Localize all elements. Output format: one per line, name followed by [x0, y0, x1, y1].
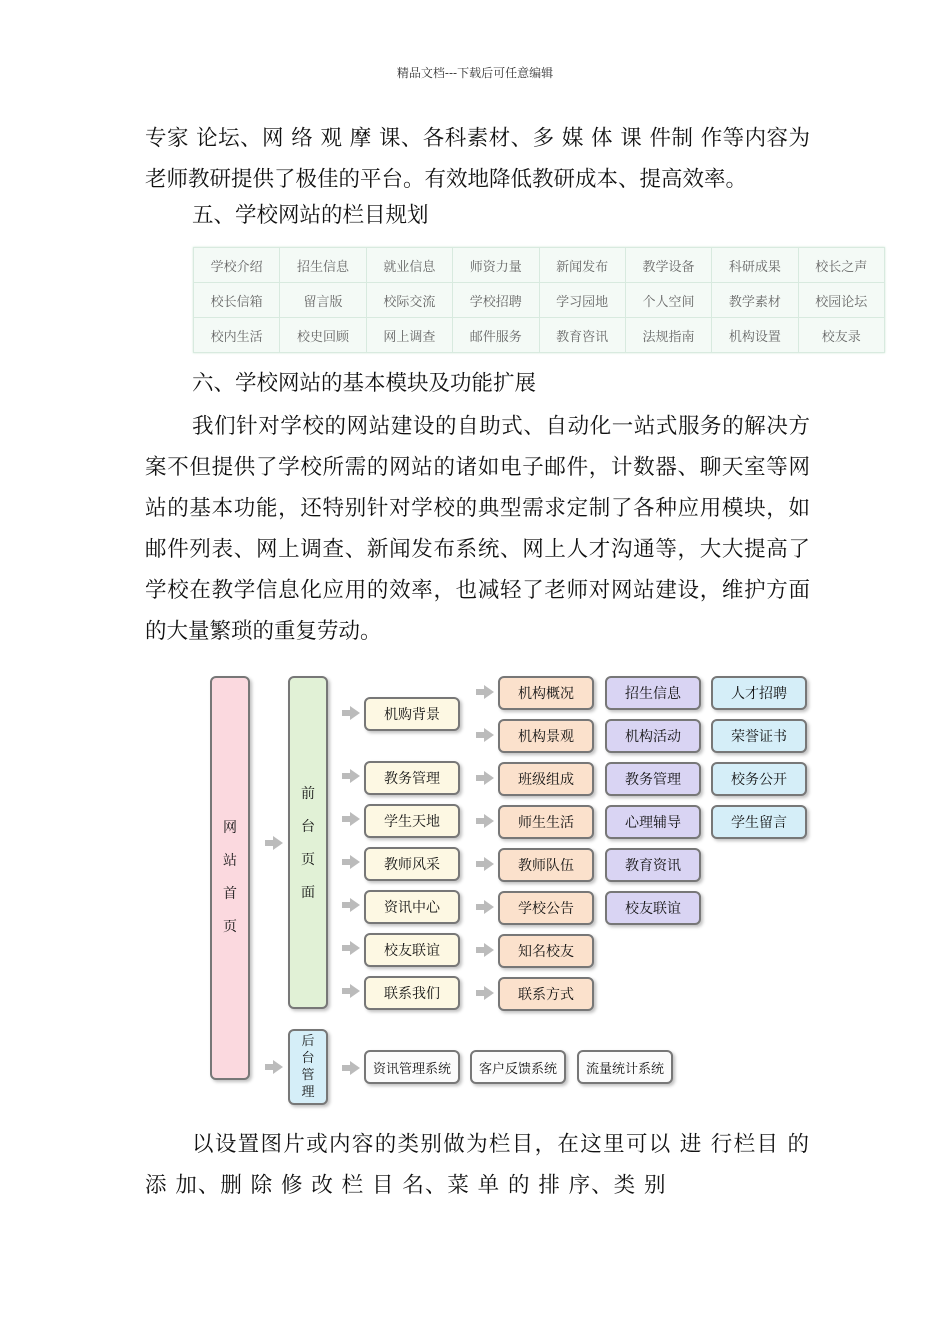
col-c-box: 人才招聘	[711, 676, 807, 710]
level1-box: 学生天地	[364, 804, 460, 838]
col-b-box: 教育资讯	[605, 848, 701, 882]
arrow-icon	[350, 1061, 360, 1075]
col-b-box: 校友联谊	[605, 891, 701, 925]
col-a-box: 机构景观	[498, 719, 594, 753]
col-b-box: 心理辅导	[605, 805, 701, 839]
arrow-icon	[484, 814, 494, 828]
section-6-title: 六、学校网站的基本模块及功能扩展	[192, 371, 537, 396]
level1-box: 资讯中心	[364, 890, 460, 924]
table-cell: 网上调查	[366, 318, 452, 353]
arrow-icon	[484, 728, 494, 742]
table-cell: 法规指南	[625, 318, 711, 353]
level1-box: 教师风采	[364, 847, 460, 881]
table-cell: 科研成果	[712, 248, 798, 283]
paragraph-1: 专家 论坛、网 络 观 摩 课、各科素材、多 媒 体 课 件制 作等内容为老师教研提供了极佳的平台。有效地降低教研成本、提高效率。	[145, 126, 810, 192]
table-cell: 邮件服务	[453, 318, 539, 353]
table-cell: 教育咨讯	[539, 318, 625, 353]
arrow-icon	[350, 898, 360, 912]
table-cell: 机构设置	[712, 318, 798, 353]
home-char: 网	[223, 820, 237, 836]
arrow-icon	[484, 771, 494, 785]
back-item-box: 资讯管理系统	[364, 1050, 460, 1084]
table-cell: 学习园地	[539, 283, 625, 318]
section-5-title: 五、学校网站的栏目规划	[192, 203, 429, 228]
arrow-icon	[484, 685, 494, 699]
paragraph-2: 我们针对学校的网站建设的自助式、自动化一站式服务的解决方案不但提供了学校所需的网站的诸如电子邮件，计数器、聊天室等网站的基本功能，还特别针对学校的典型需求定制了各种应用模块，如邮件列表、网上调查、新闻发布系统、网上人才沟通等，大大提高了学校在教学信息化应用的效率，也减轻了老师对网站建设，维护方面的大量繁琐的重复劳动。	[145, 414, 810, 644]
table-cell: 就业信息	[366, 248, 452, 283]
arrow-icon	[350, 706, 360, 720]
level1-box: 联系我们	[364, 976, 460, 1010]
front-char: 页	[301, 852, 315, 868]
home-box	[210, 676, 250, 1080]
table-cell: 校长之声	[798, 248, 884, 283]
arrow-icon	[350, 855, 360, 869]
col-a-box: 师生生活	[498, 805, 594, 839]
col-a-box: 机构概况	[498, 676, 594, 710]
table-cell: 校史回顾	[280, 318, 366, 353]
col-a-box: 知名校友	[498, 934, 594, 968]
col-b-box: 招生信息	[605, 676, 701, 710]
home-char: 首	[223, 886, 237, 902]
arrow-icon	[273, 836, 283, 850]
back-end-box	[288, 1029, 328, 1105]
category-table	[193, 247, 885, 353]
arrow-icon	[350, 812, 360, 826]
arrow-icon	[484, 986, 494, 1000]
table-row	[194, 318, 885, 353]
arrow-icon	[484, 943, 494, 957]
col-a-box: 班级组成	[498, 762, 594, 796]
arrow-icon	[273, 1060, 283, 1074]
arrow-icon	[484, 857, 494, 871]
table-cell: 校内生活	[194, 318, 280, 353]
home-char: 页	[223, 919, 237, 935]
table-cell: 校园论坛	[798, 283, 884, 318]
arrow-icon	[350, 769, 360, 783]
table-cell: 校长信箱	[194, 283, 280, 318]
arrow-icon	[484, 900, 494, 914]
back-item-box: 流量统计系统	[577, 1050, 673, 1084]
site-structure-diagram	[200, 670, 820, 1115]
col-a-box: 学校公告	[498, 891, 594, 925]
table-cell: 教学素材	[712, 283, 798, 318]
col-c-box: 校务公开	[711, 762, 807, 796]
home-char: 站	[223, 853, 237, 869]
arrow-icon	[350, 984, 360, 998]
table-cell: 校际交流	[366, 283, 452, 318]
table-cell: 新闻发布	[539, 248, 625, 283]
front-char: 面	[301, 885, 315, 901]
back-char: 后	[301, 1034, 315, 1049]
table-row	[194, 283, 885, 318]
table-cell: 留言版	[280, 283, 366, 318]
table-cell: 个人空间	[625, 283, 711, 318]
level1-box: 教务管理	[364, 761, 460, 795]
table-row	[194, 248, 885, 283]
level1-box: 校友联谊	[364, 933, 460, 967]
back-item-box: 客户反馈系统	[470, 1050, 566, 1084]
level1-box: 机购背景	[364, 697, 460, 731]
back-char: 理	[301, 1085, 315, 1100]
back-char: 台	[301, 1051, 315, 1066]
col-a-box: 联系方式	[498, 977, 594, 1011]
col-c-box: 学生留言	[711, 805, 807, 839]
table-cell: 校友录	[798, 318, 884, 353]
table-cell: 学校招聘	[453, 283, 539, 318]
page-header: 精品文档---下载后可任意编辑	[396, 66, 554, 80]
paragraph-3: 以设置图片或内容的类别做为栏目，在这里可以 进 行栏目 的 添 加、删 除 修 改 栏 目 名、菜 单 的 排 序、类 别	[145, 1132, 810, 1198]
table-cell: 招生信息	[280, 248, 366, 283]
front-char: 台	[301, 819, 315, 835]
col-c-box: 荣誉证书	[711, 719, 807, 753]
table-cell: 学校介绍	[194, 248, 280, 283]
col-b-box: 机构活动	[605, 719, 701, 753]
col-b-box: 教务管理	[605, 762, 701, 796]
col-a-box: 教师队伍	[498, 848, 594, 882]
arrow-icon	[350, 941, 360, 955]
back-char: 管	[301, 1068, 315, 1083]
table-cell: 师资力量	[453, 248, 539, 283]
table-cell: 教学设备	[625, 248, 711, 283]
front-char: 前	[301, 786, 315, 802]
front-page-box	[288, 676, 328, 1009]
